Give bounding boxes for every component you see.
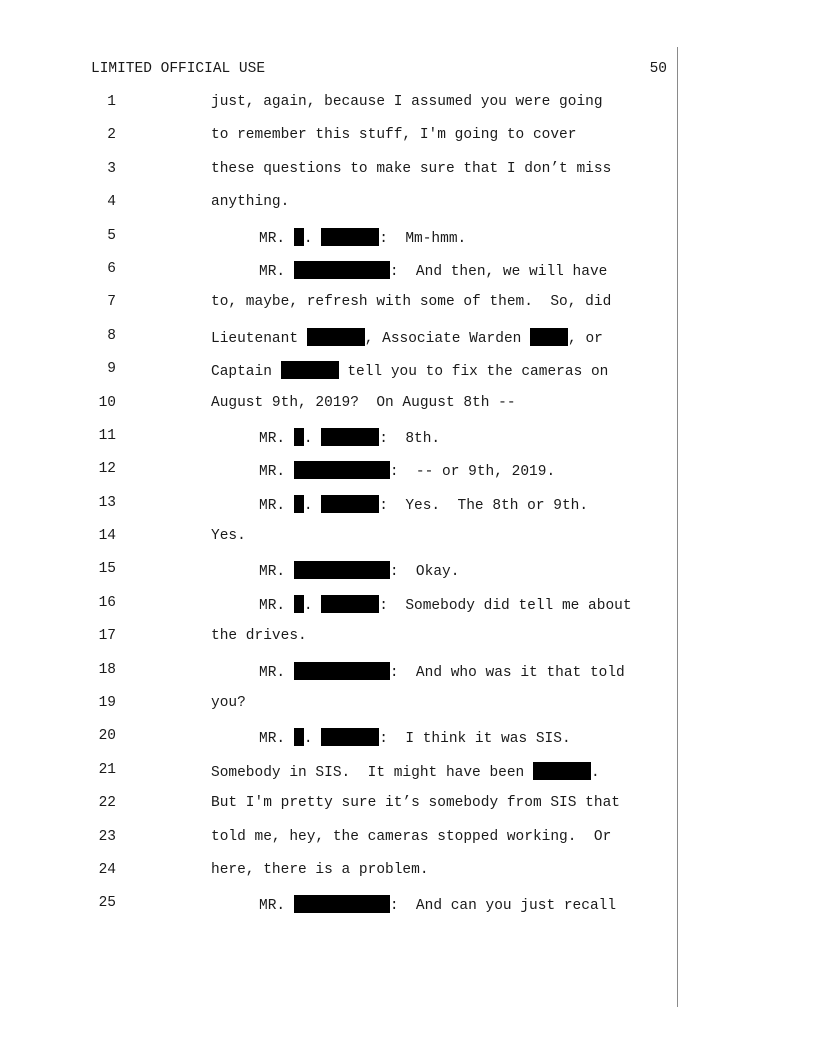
line-text [211, 361, 608, 380]
speaker-prefix: MR. [259, 731, 294, 748]
transcript-line [0, 328, 816, 361]
speaker-line [259, 561, 459, 580]
line-text: Yes. The 8th or 9th. [387, 497, 589, 514]
transcript-line [0, 762, 816, 795]
speaker-colon: : [379, 731, 388, 748]
line-text: the drives. [211, 628, 307, 645]
speaker-colon: : [379, 430, 388, 447]
line-text: just, again, because I assumed you were going [211, 94, 603, 110]
speaker-colon: : [389, 464, 399, 481]
line-text: these questions to make sure that I don’t miss [211, 160, 612, 177]
transcript-line [0, 528, 816, 561]
transcript-line [0, 495, 816, 528]
redaction-bar [321, 428, 379, 446]
redaction-bar [321, 495, 379, 513]
text-segment: Captain [211, 364, 281, 381]
speaker-colon: : [389, 564, 399, 581]
line-number: 9 [107, 361, 116, 378]
line-number: 8 [107, 327, 116, 344]
transcript-line [0, 862, 816, 895]
line-text: 8th. [387, 430, 441, 447]
redaction-bar [294, 228, 304, 246]
redaction-bar [533, 762, 591, 780]
text-segment: Lieutenant [211, 330, 307, 347]
text-segment: tell you to fix the cameras on [338, 364, 609, 381]
redaction-bar [294, 428, 304, 446]
redaction-bar [294, 561, 390, 579]
text-segment: . [590, 764, 600, 781]
line-number: 16 [98, 594, 116, 611]
speaker-prefix: MR. [259, 263, 294, 280]
line-text: I think it was SIS. [387, 731, 571, 748]
line-number: 5 [107, 227, 116, 244]
line-number: 17 [98, 628, 116, 645]
speaker-line [259, 895, 616, 914]
page-number: 50 [649, 61, 667, 77]
transcript-line [0, 428, 816, 461]
line-text: And then, we will have [398, 263, 608, 280]
transcript-line [0, 829, 816, 862]
transcript-line [0, 561, 816, 594]
text-segment: , Associate Warden [364, 330, 531, 347]
line-number: 19 [98, 695, 116, 712]
speaker-colon: : [379, 597, 388, 614]
line-text: Somebody did tell me about [387, 597, 632, 614]
speaker-prefix: MR. [259, 430, 294, 447]
speaker-line [259, 728, 571, 747]
transcript-line [0, 461, 816, 494]
line-number: 18 [98, 661, 116, 678]
line-number: 25 [98, 895, 116, 912]
line-text: Yes. [211, 528, 246, 545]
speaker-separator: . [303, 230, 322, 247]
line-number: 23 [98, 828, 116, 845]
speaker-colon: : [389, 263, 399, 280]
line-text: And who was it that told [398, 664, 625, 681]
speaker-prefix: MR. [259, 898, 294, 915]
speaker-prefix: MR. [259, 664, 294, 681]
speaker-colon: : [379, 497, 388, 514]
speaker-line [259, 428, 440, 447]
speaker-prefix: MR. [259, 464, 294, 481]
transcript-line [0, 395, 816, 428]
line-text [211, 328, 603, 347]
speaker-separator: . [303, 597, 322, 614]
redaction-bar [294, 461, 390, 479]
line-number: 2 [107, 127, 116, 144]
transcript-line [0, 294, 816, 327]
redaction-bar [294, 261, 390, 279]
line-number: 24 [98, 861, 116, 878]
transcript-line [0, 228, 816, 261]
line-number: 13 [98, 494, 116, 511]
redaction-bar [307, 328, 365, 346]
transcript-line [0, 895, 816, 928]
speaker-line [259, 228, 466, 247]
text-segment: , or [568, 330, 603, 347]
line-text: to remember this stuff, I'm going to cover [211, 127, 577, 144]
speaker-colon: : [389, 664, 399, 681]
speaker-line [259, 261, 607, 280]
page-header [91, 61, 667, 81]
redaction-bar [294, 895, 390, 913]
line-text: anything. [211, 194, 290, 211]
speaker-separator: . [303, 731, 322, 748]
speaker-colon: : [389, 898, 399, 915]
transcript-line [0, 628, 816, 661]
line-number: 15 [98, 561, 116, 578]
line-text: you? [211, 695, 246, 712]
speaker-separator: . [303, 497, 322, 514]
speaker-line [259, 461, 555, 480]
redaction-bar [281, 361, 339, 379]
line-text: told me, hey, the cameras stopped working. Or [211, 828, 612, 845]
transcript-line [0, 695, 816, 728]
transcript-line [0, 127, 816, 160]
transcript-line [0, 194, 816, 227]
transcript-line [0, 795, 816, 828]
redaction-bar [294, 495, 304, 513]
speaker-line [259, 595, 632, 614]
line-number: 10 [98, 394, 116, 411]
line-number: 21 [98, 761, 116, 778]
speaker-prefix: MR. [259, 497, 294, 514]
transcript-line [0, 595, 816, 628]
line-number: 4 [107, 194, 116, 211]
line-text [211, 762, 600, 781]
line-text: And can you just recall [398, 898, 617, 915]
redaction-bar [321, 728, 379, 746]
line-number: 6 [107, 260, 116, 277]
speaker-prefix: MR. [259, 597, 294, 614]
line-number: 11 [98, 427, 116, 444]
line-number: 12 [98, 461, 116, 478]
line-number: 20 [98, 728, 116, 745]
line-text: to, maybe, refresh with some of them. So, did [211, 294, 612, 311]
transcript-line [0, 94, 816, 127]
speaker-line [259, 495, 588, 514]
transcript-line [0, 161, 816, 194]
classification-label: LIMITED OFFICIAL USE [91, 61, 266, 77]
speaker-colon: : [379, 230, 388, 247]
line-text: Mm-hmm. [387, 230, 467, 247]
line-number: 7 [107, 294, 116, 311]
transcript-line [0, 662, 816, 695]
line-number: 22 [98, 795, 116, 812]
transcript-lines [0, 94, 816, 929]
line-text: But I'm pretty sure it’s somebody from SIS that [211, 795, 620, 812]
speaker-line [259, 662, 625, 681]
speaker-separator: . [303, 430, 322, 447]
line-number: 1 [107, 94, 116, 110]
transcript-line [0, 261, 816, 294]
redaction-bar [321, 228, 379, 246]
line-number: 3 [107, 160, 116, 177]
transcript-line [0, 361, 816, 394]
text-segment: Somebody in SIS. It might have been [211, 764, 533, 781]
speaker-prefix: MR. [259, 230, 294, 247]
line-text: -- or 9th, 2019. [398, 464, 556, 481]
redaction-bar [321, 595, 379, 613]
line-text: Okay. [398, 564, 460, 581]
line-text: here, there is a problem. [211, 861, 429, 878]
speaker-prefix: MR. [259, 564, 294, 581]
redaction-bar [294, 595, 304, 613]
line-number: 14 [98, 528, 116, 545]
line-text: August 9th, 2019? On August 8th -- [211, 394, 516, 411]
redaction-bar [294, 728, 304, 746]
transcript-line [0, 728, 816, 761]
redaction-bar [294, 662, 390, 680]
redaction-bar [530, 328, 568, 346]
